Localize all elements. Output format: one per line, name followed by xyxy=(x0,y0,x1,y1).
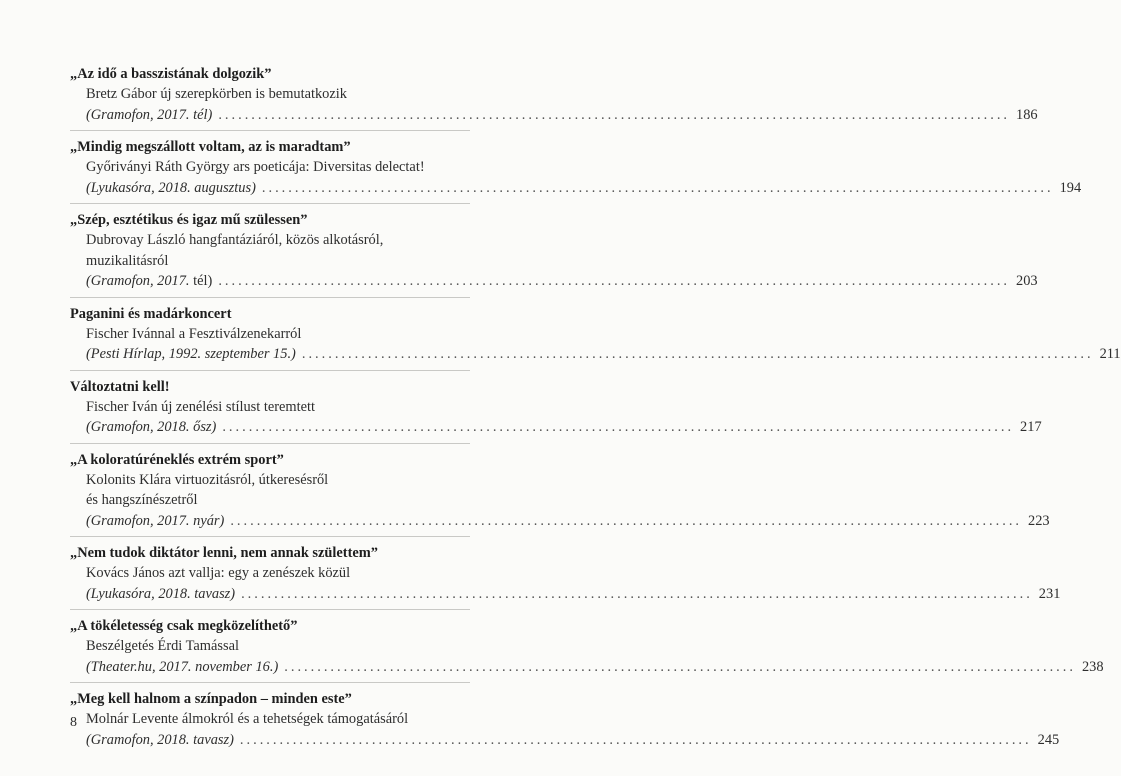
toc-entry-source xyxy=(86,105,212,126)
toc-entry-page: 203 xyxy=(1016,273,1038,289)
toc-entry-title: „Nem tudok diktátor lenni, nem annak születtem” xyxy=(70,545,378,561)
dot-leader: ........................................................................................................................ xyxy=(218,273,1011,289)
toc-entry-source xyxy=(86,584,235,605)
toc-entry-source-text: (Gramofon, 2018. ősz) xyxy=(86,419,217,435)
toc-entry-page: 231 xyxy=(1038,585,1061,602)
toc-entry-subtitle: Kovács János azt vallja: egy a zenészek közül xyxy=(86,565,351,581)
toc-entry-page: 238 xyxy=(1081,658,1104,675)
toc-entry-source-upright: tél) xyxy=(189,273,213,289)
toc-entry-page: 194 xyxy=(1059,179,1082,196)
toc-entry-source-line xyxy=(86,105,1038,126)
toc-entry xyxy=(70,609,1104,682)
toc-entry-subtitle: Győriványi Ráth György ars poeticája: Diversitas delectat! xyxy=(86,159,425,175)
toc-entry-page: 186 xyxy=(1016,106,1038,123)
dot-leader: ........................................................................................................................ xyxy=(301,346,1094,362)
toc-entry-page: 211 xyxy=(1099,346,1121,362)
toc-entry-source-text: (Gramofon, 2017. tél) xyxy=(86,106,213,123)
toc-entry xyxy=(70,370,1042,443)
toc-entry-source xyxy=(86,657,278,678)
toc-entry-subtitle: Bretz Gábor új szerepkörben is bemutatkozik xyxy=(86,86,347,102)
toc-entry-source xyxy=(86,344,296,365)
toc-entry-page: 245 xyxy=(1037,731,1060,748)
dot-leader: ........................................................................................................................ xyxy=(239,731,1032,748)
dot-leader: ........................................................................................................................ xyxy=(261,179,1054,196)
toc-entry-title: „Mindig megszállott voltam, az is maradtam” xyxy=(70,139,351,155)
dot-leader: ........................................................................................................................ xyxy=(284,658,1076,675)
toc-entry-source xyxy=(86,271,212,292)
toc-entry xyxy=(70,203,1038,297)
table-of-contents xyxy=(70,64,1121,755)
toc-entry xyxy=(70,130,1082,203)
toc-entry-source-text: (Gramofon, 2018. tavasz) xyxy=(86,731,234,748)
toc-entry-source-line xyxy=(86,584,1061,605)
toc-entry xyxy=(70,297,1121,370)
toc-entry-source-line xyxy=(86,271,1038,292)
toc-entry-source-line xyxy=(86,344,1121,365)
toc-entry-subtitle: Dubrovay László hangfantáziáról, közös alkotásról, xyxy=(86,232,384,248)
toc-entry-subtitle: Fischer Ivánnal a Fesztiválzenekarról xyxy=(86,325,302,342)
toc-entry-title: „Az idő a basszistának dolgozik” xyxy=(70,66,272,82)
toc-entry-source-text: (Lyukasóra, 2018. tavasz) xyxy=(86,585,236,602)
toc-entry-source-text: (Lyukasóra, 2018. augusztus) xyxy=(86,179,256,196)
toc-entry-subtitle: és hangszínészetről xyxy=(86,492,198,508)
toc-entry-source-line xyxy=(86,657,1104,678)
toc-entry-title: „A tökéletesség csak megközelíthető” xyxy=(70,618,298,634)
toc-entry-source xyxy=(86,730,234,751)
dot-leader: ........................................................................................................................ xyxy=(222,419,1015,435)
toc-entry xyxy=(70,443,1050,537)
toc-entry-source-line xyxy=(86,178,1082,199)
toc-entry-source-text: (Gramofon, 2017. nyár) xyxy=(86,512,225,529)
toc-entry-source-text: (Theater.hu, 2017. november 16.) xyxy=(86,658,279,675)
toc-entry-source xyxy=(86,511,224,532)
dot-leader: ........................................................................................................................ xyxy=(241,585,1033,602)
toc-entry xyxy=(70,64,1038,130)
toc-entry-page: 217 xyxy=(1020,419,1042,435)
page-number: 8 xyxy=(70,715,77,730)
toc-entry-source-text: (Pesti Hírlap, 1992. szeptember 15.) xyxy=(86,346,296,362)
toc-entry-source xyxy=(86,178,256,199)
toc-entry-subtitle: muzikalitásról xyxy=(86,252,169,269)
dot-leader: ........................................................................................................................ xyxy=(230,512,1023,529)
toc-entry-subtitle: Molnár Levente álmokról és a tehetségek támogatásáról xyxy=(86,711,409,727)
toc-entry-source-text: (Gramofon, 2017. xyxy=(86,273,190,289)
toc-entry-title: „A koloratúréneklés extrém sport” xyxy=(70,451,284,468)
toc-entry-subtitle: Fischer Iván új zenélési stílust teremtett xyxy=(86,398,315,415)
toc-entry-source xyxy=(86,417,216,438)
toc-entry xyxy=(70,682,1060,755)
toc-entry-source-line xyxy=(86,417,1042,438)
toc-entry-title: „Szép, esztétikus és igaz mű szülessen” xyxy=(70,212,308,228)
toc-entry-page: 223 xyxy=(1028,512,1050,529)
toc-entry-source-line xyxy=(86,730,1060,751)
toc-entry-title: Változtatni kell! xyxy=(70,378,170,395)
toc-entry-source-line xyxy=(86,511,1050,532)
toc-entry-subtitle: Kolonits Klára virtuozitásról, útkeresésről xyxy=(86,471,329,488)
toc-entry-title: „Meg kell halnom a színpadon – minden este” xyxy=(70,691,352,707)
toc-entry-title: Paganini és madárkoncert xyxy=(70,305,232,322)
toc-entry-subtitle: Beszélgetés Érdi Tamással xyxy=(86,638,239,654)
toc-entry xyxy=(70,536,1061,609)
dot-leader: ........................................................................................................................ xyxy=(218,106,1011,123)
